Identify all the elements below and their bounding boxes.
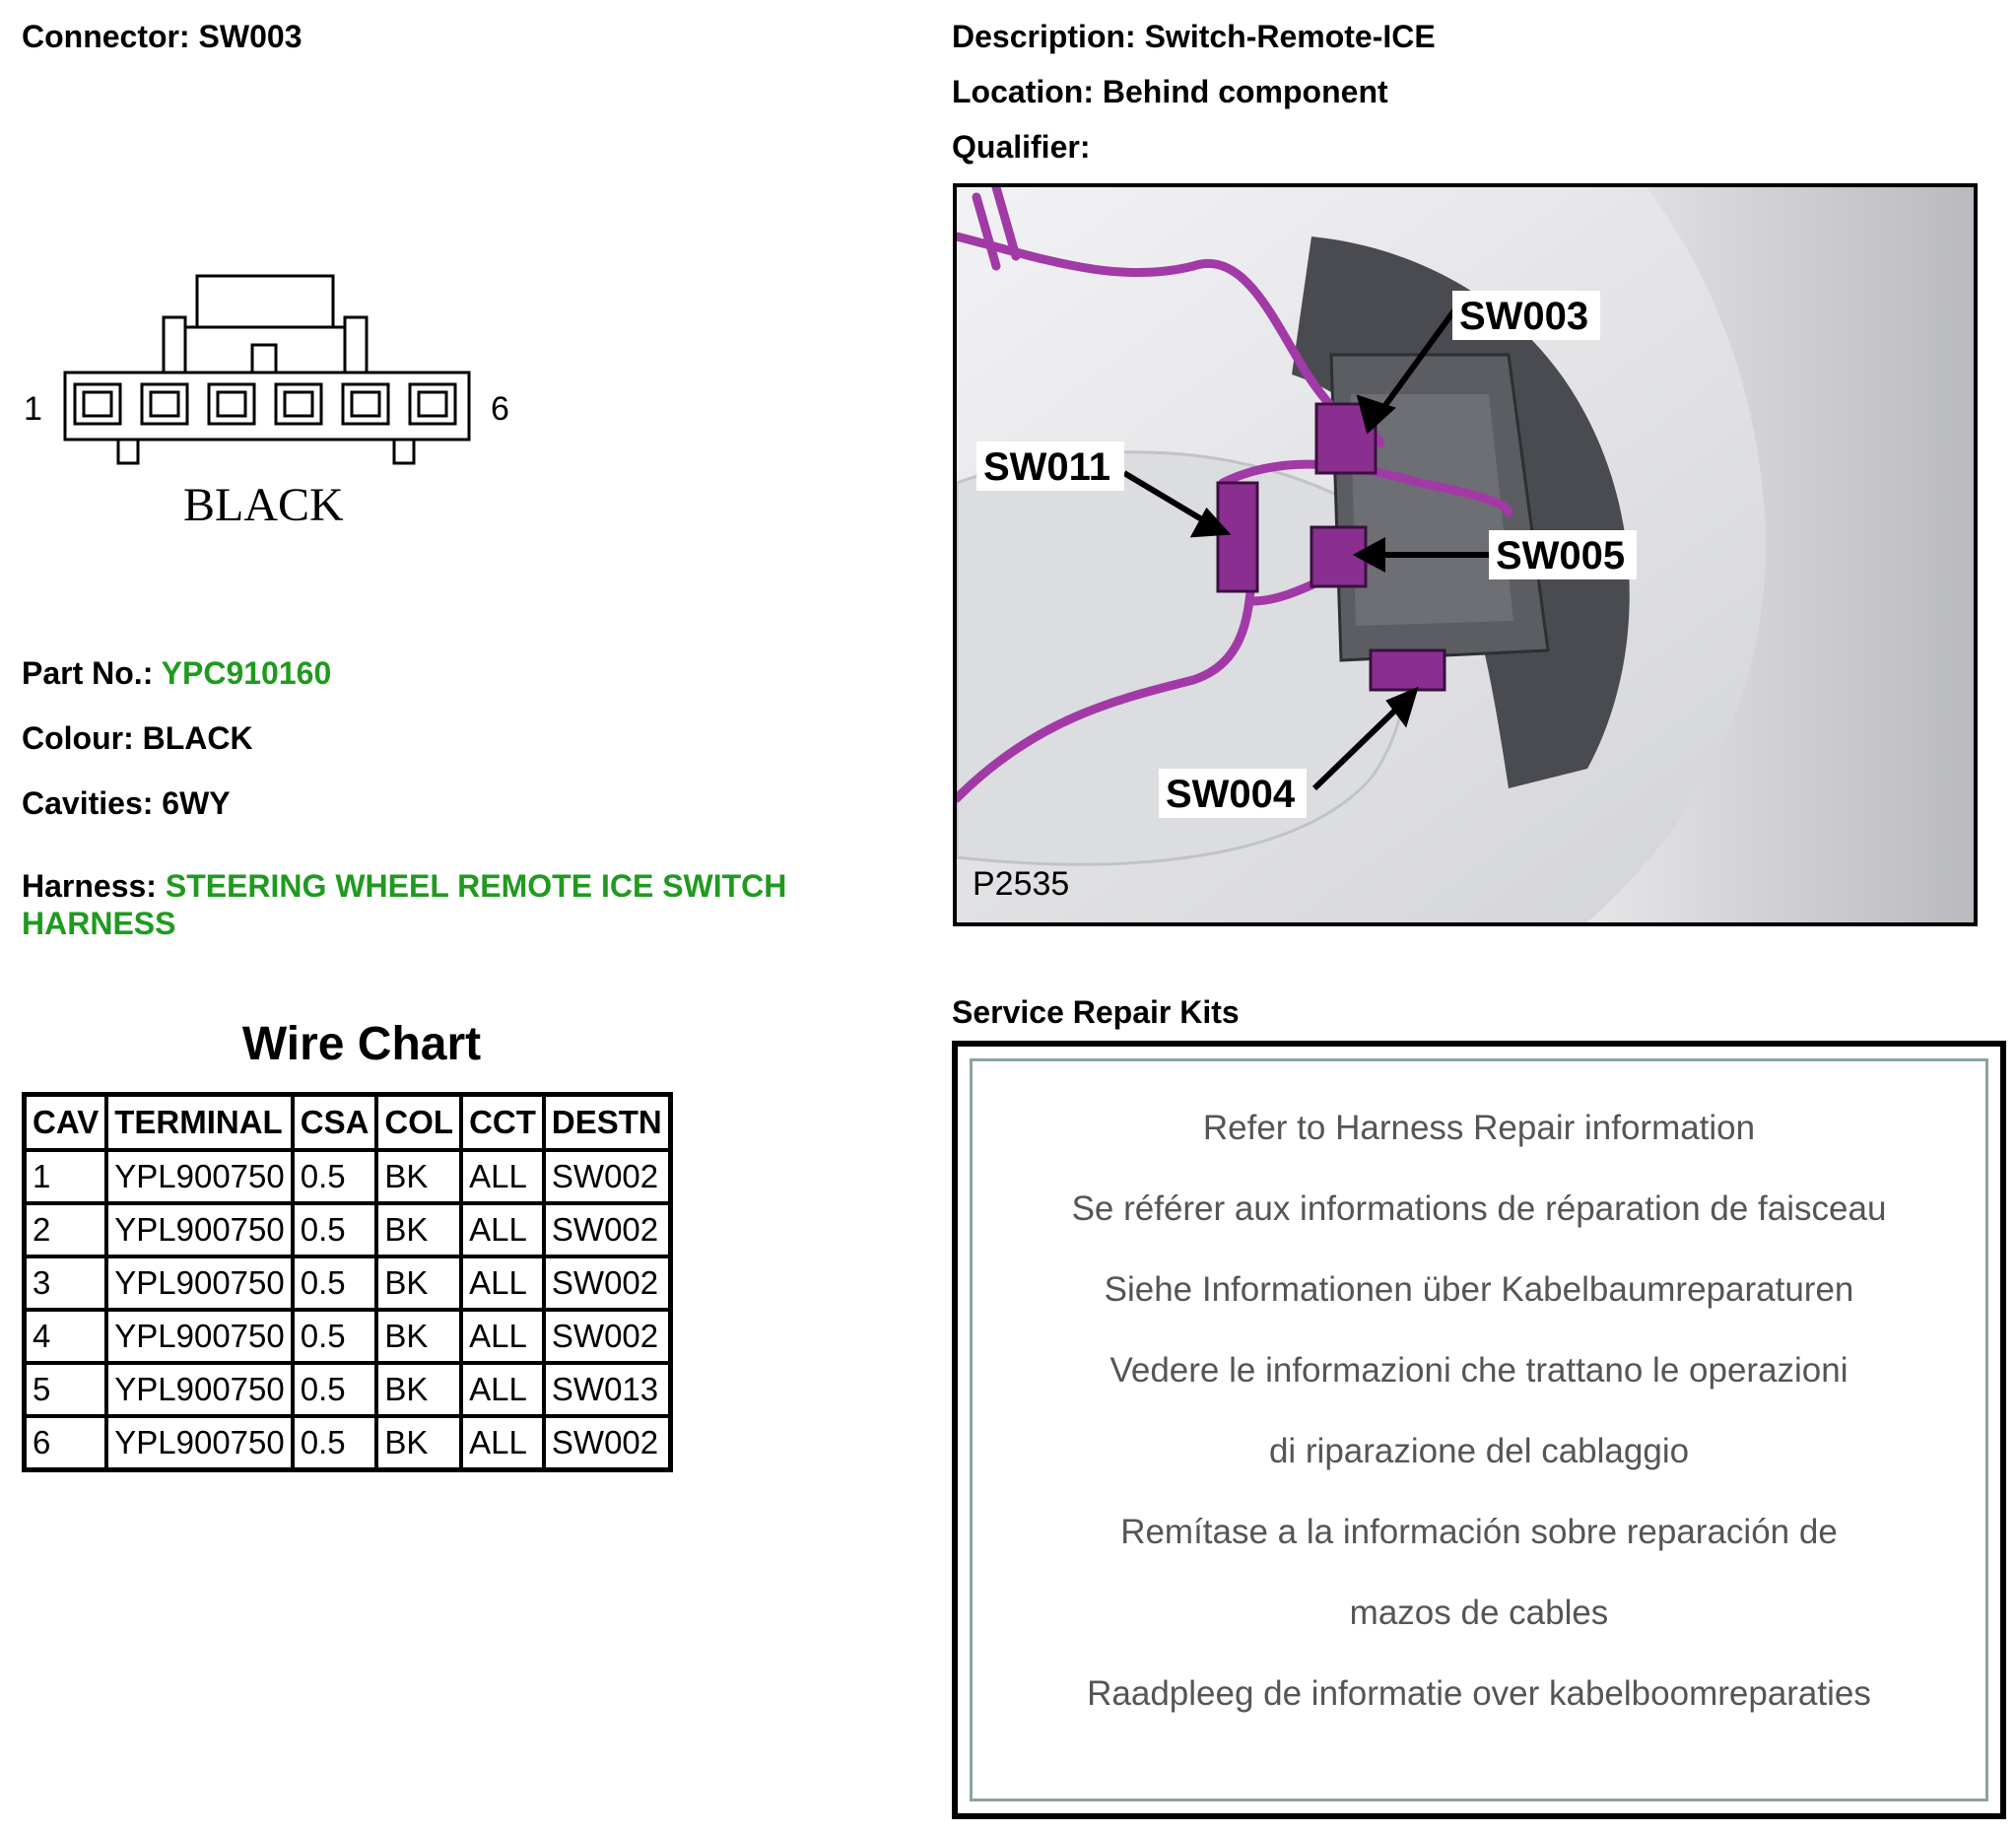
table-row xyxy=(25,1310,671,1363)
colour-value: BLACK xyxy=(142,720,253,756)
sw004-connector xyxy=(1371,650,1445,690)
cell-col: BK xyxy=(376,1416,461,1470)
cell-destn: SW002 xyxy=(544,1203,670,1256)
cavities-label: Cavities: xyxy=(22,785,154,821)
description-label: Description: xyxy=(952,19,1136,54)
cell-terminal: YPL900750 xyxy=(106,1203,293,1256)
col-header-cav: CAV xyxy=(25,1095,107,1151)
cell-terminal: YPL900750 xyxy=(106,1150,293,1203)
cell-col: BK xyxy=(376,1150,461,1203)
cell-destn: SW002 xyxy=(544,1416,670,1470)
cell-cav: 1 xyxy=(25,1150,107,1203)
colour-label: Colour: xyxy=(22,720,134,756)
figure-id: P2535 xyxy=(973,865,1070,903)
cell-cct: ALL xyxy=(461,1416,544,1470)
kits-line: Refer to Harness Repair information xyxy=(1202,1109,1756,1147)
cell-csa: 0.5 xyxy=(293,1416,377,1470)
description-value: Switch-Remote-ICE xyxy=(1144,19,1436,54)
kits-line: Se référer aux informations de réparation de faisceau xyxy=(1071,1189,1887,1228)
cell-destn: SW002 xyxy=(544,1310,670,1363)
cell-cct: ALL xyxy=(461,1310,544,1363)
qualifier-line xyxy=(952,128,1090,166)
table-row xyxy=(25,1256,671,1310)
cell-csa: 0.5 xyxy=(293,1203,377,1256)
wire-chart-table xyxy=(22,1092,673,1472)
table-row xyxy=(25,1150,671,1203)
kits-line: Vedere le informazioni che trattano le operazioni xyxy=(1109,1351,1848,1390)
connector-colour-caption: BLACK xyxy=(183,479,344,531)
harness-link[interactable]: STEERING WHEEL REMOTE ICE SWITCH xyxy=(165,868,787,904)
harness-link-continued[interactable]: HARNESS xyxy=(22,906,176,941)
col-header-csa: CSA xyxy=(293,1095,377,1151)
col-header-cct: CCT xyxy=(461,1095,544,1151)
location-illustration xyxy=(953,183,1978,926)
kits-line: di riparazione del cablaggio xyxy=(1268,1432,1690,1470)
cavities-value: 6WY xyxy=(162,785,231,821)
connector-face-diagram xyxy=(18,266,530,562)
harness-label: Harness: xyxy=(22,868,157,904)
kits-title: Service Repair Kits xyxy=(952,994,1240,1030)
sw011-connector xyxy=(1218,483,1257,591)
callout-sw004: SW004 xyxy=(1166,773,1296,816)
cell-terminal: YPL900750 xyxy=(106,1256,293,1310)
callout-sw005: SW005 xyxy=(1496,534,1626,577)
col-header-terminal: TERMINAL xyxy=(106,1095,293,1151)
col-header-col: COL xyxy=(376,1095,461,1151)
cell-cct: ALL xyxy=(461,1150,544,1203)
kits-line: Remítase a la información sobre reparación de xyxy=(1120,1513,1838,1551)
colour-line xyxy=(22,719,253,757)
kits-line: Raadpleeg de informatie over kabelboomreparaties xyxy=(1087,1674,1871,1713)
part-number-line xyxy=(22,654,331,692)
qualifier-label: Qualifier: xyxy=(952,129,1091,165)
cell-col: BK xyxy=(376,1310,461,1363)
cell-cav: 5 xyxy=(25,1363,107,1416)
cell-csa: 0.5 xyxy=(293,1256,377,1310)
location-value: Behind component xyxy=(1102,74,1388,109)
kits-line: Siehe Informationen über Kabelbaumreparaturen xyxy=(1104,1270,1854,1309)
location-line xyxy=(952,73,1388,110)
connector-heading xyxy=(22,18,302,55)
pin-6-label: 6 xyxy=(491,390,509,428)
cell-col: BK xyxy=(376,1256,461,1310)
cell-cav: 2 xyxy=(25,1203,107,1256)
cell-terminal: YPL900750 xyxy=(106,1363,293,1416)
wire-chart-title: Wire Chart xyxy=(241,1018,482,1070)
kits-panel-inner xyxy=(970,1058,1988,1801)
cell-csa: 0.5 xyxy=(293,1363,377,1416)
connector-id: SW003 xyxy=(198,19,302,54)
wire-chart-header-row xyxy=(25,1095,671,1151)
cell-destn: SW002 xyxy=(544,1150,670,1203)
cell-csa: 0.5 xyxy=(293,1310,377,1363)
cell-cct: ALL xyxy=(461,1203,544,1256)
kits-panel xyxy=(952,1041,2006,1819)
cell-terminal: YPL900750 xyxy=(106,1310,293,1363)
callout-sw003: SW003 xyxy=(1459,295,1589,338)
table-row xyxy=(25,1416,671,1470)
cell-cav: 6 xyxy=(25,1416,107,1470)
description-line xyxy=(952,18,1436,55)
pin-1-label: 1 xyxy=(24,390,42,428)
cell-csa: 0.5 xyxy=(293,1150,377,1203)
cell-col: BK xyxy=(376,1363,461,1416)
part-number-link[interactable]: YPC910160 xyxy=(161,655,332,691)
cell-cct: ALL xyxy=(461,1256,544,1310)
cell-destn: SW013 xyxy=(544,1363,670,1416)
table-row xyxy=(25,1203,671,1256)
location-label: Location: xyxy=(952,74,1094,109)
part-number-label: Part No.: xyxy=(22,655,154,691)
cell-cav: 3 xyxy=(25,1256,107,1310)
cell-terminal: YPL900750 xyxy=(106,1416,293,1470)
cavities-line xyxy=(22,784,231,822)
cell-cct: ALL xyxy=(461,1363,544,1416)
harness-line xyxy=(22,867,908,942)
cell-destn: SW002 xyxy=(544,1256,670,1310)
col-header-destn: DESTN xyxy=(544,1095,670,1151)
cell-cav: 4 xyxy=(25,1310,107,1363)
table-row xyxy=(25,1363,671,1416)
connector-latch xyxy=(197,276,333,327)
cell-col: BK xyxy=(376,1203,461,1256)
connector-label: Connector: xyxy=(22,19,190,54)
callout-sw011: SW011 xyxy=(983,445,1110,489)
kits-line: mazos de cables xyxy=(1349,1594,1609,1632)
